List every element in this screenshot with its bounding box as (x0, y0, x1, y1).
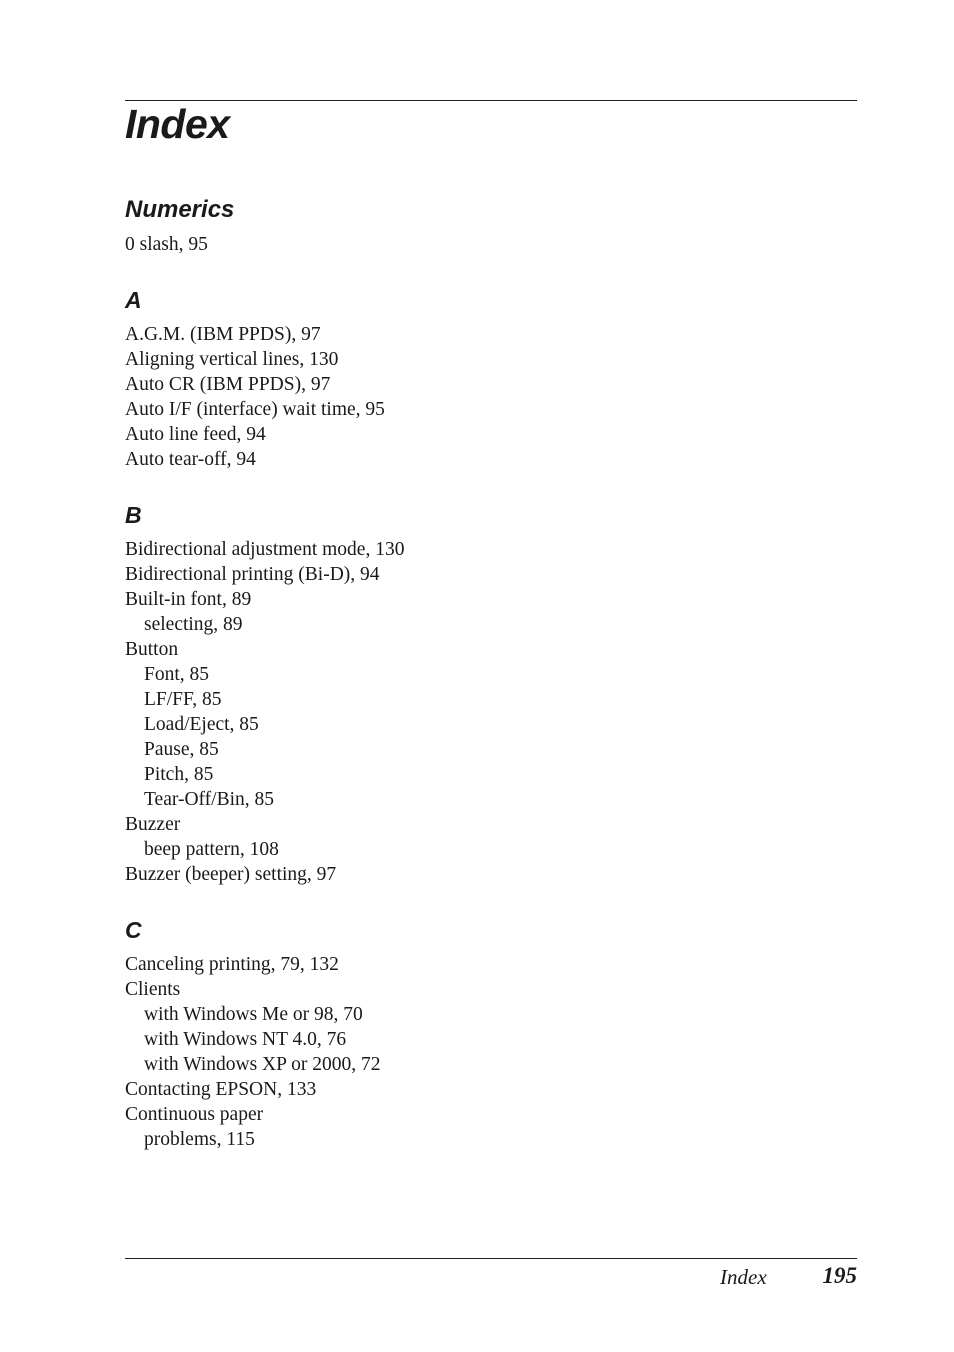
index-subentry: problems, 115 (144, 1129, 255, 1150)
index-entry: Button (125, 639, 179, 660)
index-subentry: with Windows NT 4.0, 76 (144, 1029, 347, 1050)
index-entry: Aligning vertical lines, 130 (125, 349, 339, 370)
index-entry: Auto CR (IBM PPDS), 97 (125, 374, 331, 395)
index-subentry: Pitch, 85 (144, 764, 214, 785)
index-entry: Built-in font, 89 (125, 589, 252, 610)
index-section (125, 188, 857, 257)
index-entry: Auto tear-off, 94 (125, 449, 256, 470)
entry-list (125, 322, 857, 472)
footer-label: Index (720, 1265, 767, 1289)
index-entry: Auto line feed, 94 (125, 424, 266, 445)
index-entry: Bidirectional adjustment mode, 130 (125, 539, 405, 560)
index-entry: Buzzer (125, 814, 181, 835)
section-heading: Numerics (125, 196, 235, 223)
index-subentry: Font, 85 (144, 664, 210, 685)
entry-list (125, 952, 857, 1152)
section-heading: C (125, 917, 142, 943)
index-entry: Contacting EPSON, 133 (125, 1079, 317, 1100)
index-subentry: Tear-Off/Bin, 85 (144, 789, 275, 810)
entry-list (125, 537, 857, 887)
index-subentry: LF/FF, 85 (144, 689, 222, 710)
section-heading: A (125, 287, 142, 313)
index-entry: 0 slash, 95 (125, 234, 208, 255)
index-entry: Auto I/F (interface) wait time, 95 (125, 399, 385, 420)
index-entry: Buzzer (beeper) setting, 97 (125, 864, 337, 885)
section-heading: B (125, 502, 142, 528)
footer-rule (125, 1258, 857, 1259)
index-entry: Canceling printing, 79, 132 (125, 954, 339, 975)
index-subentry: selecting, 89 (144, 614, 243, 635)
index-entry: Bidirectional printing (Bi-D), 94 (125, 564, 380, 585)
index-entry: A.G.M. (IBM PPDS), 97 (125, 324, 321, 345)
index-entry: Clients (125, 979, 181, 1000)
entry-list (125, 232, 857, 257)
index-sections (125, 188, 857, 1152)
page-number: 195 (822, 1263, 857, 1288)
index-section (125, 908, 857, 1152)
index-section (125, 493, 857, 887)
index-subentry: beep pattern, 108 (144, 839, 279, 860)
index-section (125, 278, 857, 472)
index-subentry: with Windows XP or 2000, 72 (144, 1054, 381, 1075)
index-entry: Continuous paper (125, 1104, 264, 1125)
index-subentry: with Windows Me or 98, 70 (144, 1004, 363, 1025)
page-title: Index (125, 101, 230, 147)
top-rule (125, 100, 857, 101)
index-subentry: Pause, 85 (144, 739, 219, 760)
index-subentry: Load/Eject, 85 (144, 714, 259, 735)
